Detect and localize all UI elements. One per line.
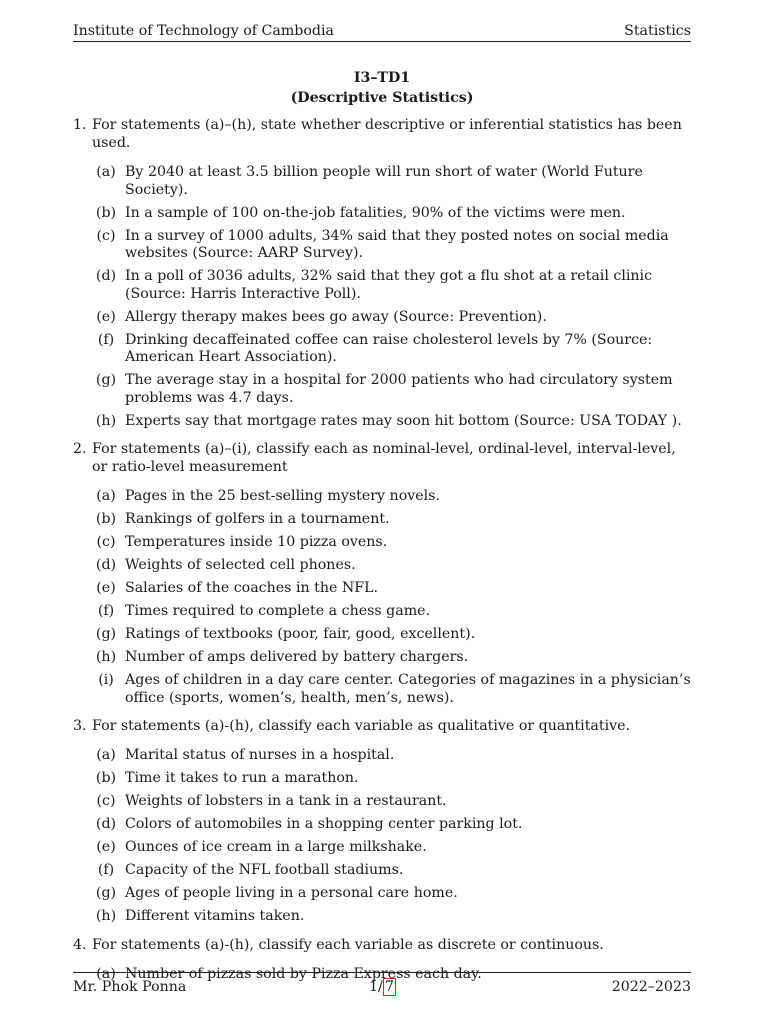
item-label: (a) bbox=[96, 965, 116, 982]
question-2-items bbox=[73, 488, 691, 707]
list-item bbox=[73, 580, 691, 598]
question-text: For statements (a)–(i), classify each as nominal-level, ordinal-level, interval-level, or ratio-level measurement bbox=[92, 441, 676, 475]
item-label: (c) bbox=[96, 227, 116, 244]
list-item bbox=[73, 164, 691, 199]
question-2 bbox=[73, 440, 691, 476]
list-item bbox=[73, 839, 691, 857]
author-name: Mr. Phok Ponna bbox=[73, 979, 187, 995]
list-item bbox=[73, 228, 691, 263]
item-text: Time it takes to run a marathon. bbox=[125, 770, 359, 786]
item-text: Marital status of nurses in a hospital. bbox=[125, 747, 395, 763]
question-text: For statements (a)–(h), state whether descriptive or inferential statistics has been used. bbox=[92, 117, 682, 151]
item-text: Colors of automobiles in a shopping center parking lot. bbox=[125, 816, 523, 832]
item-label: (f) bbox=[97, 331, 115, 348]
list-item bbox=[73, 372, 691, 407]
page-current: 1 bbox=[369, 979, 379, 995]
item-text: Rankings of golfers in a tournament. bbox=[125, 511, 390, 527]
item-text: Weights of lobsters in a tank in a restaurant. bbox=[125, 793, 447, 809]
item-text: Pages in the 25 best-selling mystery novels. bbox=[125, 488, 440, 504]
question-1-items bbox=[73, 164, 691, 430]
item-label: (h) bbox=[95, 908, 117, 924]
item-text: Ages of children in a day care center. Categories of magazines in a physician’s office (sports, women’s, health, men’s, news). bbox=[125, 672, 691, 706]
list-item bbox=[73, 626, 691, 644]
page-number bbox=[369, 976, 396, 998]
item-label: (c) bbox=[96, 534, 116, 550]
item-label: (g) bbox=[95, 372, 117, 388]
page-footer bbox=[73, 976, 691, 998]
item-text: Drinking decaffeinated coffee can raise cholesterol levels by 7% (Source: American Heart Association). bbox=[125, 331, 653, 365]
item-text: Ratings of textbooks (poor, fair, good, excellent). bbox=[125, 626, 476, 642]
item-text: In a survey of 1000 adults, 34% said that they posted notes on social media websites (Source: AARP Survey). bbox=[125, 227, 669, 261]
list-item bbox=[73, 332, 691, 367]
question-3 bbox=[73, 717, 691, 735]
list-item bbox=[73, 603, 691, 621]
item-text: Allergy therapy makes bees go away (Source: Prevention). bbox=[125, 308, 547, 325]
item-label: (a) bbox=[96, 164, 116, 180]
item-text: Number of amps delivered by battery chargers. bbox=[125, 649, 469, 665]
list-item bbox=[73, 534, 691, 552]
course-name: Statistics bbox=[624, 23, 691, 39]
list-item bbox=[73, 309, 691, 327]
item-label: (h) bbox=[95, 649, 117, 665]
list-item bbox=[73, 268, 691, 303]
item-text: Salaries of the coaches in the NFL. bbox=[125, 580, 379, 596]
item-label: (a) bbox=[96, 747, 116, 763]
list-item bbox=[73, 816, 691, 834]
list-item bbox=[73, 908, 691, 926]
item-text: Capacity of the NFL football stadiums. bbox=[125, 862, 404, 878]
list-item bbox=[73, 488, 691, 506]
item-label: (b) bbox=[95, 204, 117, 221]
item-text: Different vitamins taken. bbox=[125, 908, 305, 924]
item-label: (d) bbox=[95, 557, 117, 573]
item-label: (e) bbox=[96, 839, 116, 855]
item-text: Ounces of ice cream in a large milkshake. bbox=[125, 839, 427, 855]
page-separator: / bbox=[378, 979, 383, 995]
item-label: (d) bbox=[95, 816, 117, 832]
question-number: 2. bbox=[73, 441, 87, 457]
list-item bbox=[73, 862, 691, 880]
item-label: (f) bbox=[97, 603, 115, 619]
list-item bbox=[73, 672, 691, 707]
item-text: In a poll of 3036 adults, 32% said that they got a flu shot at a retail clinic (Source: Harris Interactive Poll). bbox=[125, 268, 653, 302]
item-text: Times required to complete a chess game. bbox=[125, 603, 431, 619]
institution-name: Institute of Technology of Cambodia bbox=[73, 23, 334, 39]
exercise-list bbox=[73, 116, 691, 993]
question-text: For statements (a)-(h), classify each variable as discrete or continuous. bbox=[92, 936, 604, 953]
item-text: In a sample of 100 on-the-job fatalities, 90% of the victims were men. bbox=[125, 204, 626, 221]
item-label: (c) bbox=[96, 793, 116, 809]
item-text: By 2040 at least 3.5 billion people will run short of water (World Future Society). bbox=[125, 164, 643, 198]
academic-year: 2022–2023 bbox=[611, 979, 691, 995]
list-item bbox=[73, 747, 691, 765]
item-label: (d) bbox=[95, 268, 117, 284]
item-label: (e) bbox=[96, 308, 116, 325]
item-label: (b) bbox=[95, 770, 117, 786]
item-text: Weights of selected cell phones. bbox=[125, 557, 356, 573]
item-text: Number of pizzas sold by Pizza Express each day. bbox=[125, 965, 482, 982]
item-text: Temperatures inside 10 pizza ovens. bbox=[125, 534, 388, 550]
page-total-link[interactable]: 7 bbox=[384, 979, 394, 995]
item-label: (e) bbox=[96, 580, 116, 596]
question-1 bbox=[73, 116, 691, 152]
question-3-items bbox=[73, 747, 691, 926]
item-label: (a) bbox=[96, 488, 116, 504]
list-item bbox=[73, 511, 691, 529]
list-item bbox=[73, 885, 691, 903]
item-label: (h) bbox=[95, 412, 117, 429]
item-label: (g) bbox=[95, 885, 117, 901]
question-number: 4. bbox=[73, 936, 87, 953]
item-label: (i) bbox=[98, 672, 114, 688]
item-label: (b) bbox=[95, 511, 117, 527]
item-text: Experts say that mortgage rates may soon hit bottom (Source: USA TODAY ). bbox=[125, 412, 682, 429]
item-text: Ages of people living in a personal care home. bbox=[125, 885, 458, 901]
question-text: For statements (a)-(h), classify each variable as qualitative or quantitative. bbox=[92, 718, 631, 734]
list-item bbox=[73, 649, 691, 667]
question-number: 1. bbox=[73, 117, 87, 133]
list-item bbox=[73, 770, 691, 788]
item-text: The average stay in a hospital for 2000 patients who had circulatory system problems was 4.7 days. bbox=[125, 372, 673, 406]
page-header bbox=[73, 21, 691, 41]
list-item bbox=[73, 413, 691, 431]
title-code: I3–TD1 bbox=[353, 70, 411, 86]
item-label: (g) bbox=[95, 626, 117, 642]
list-item bbox=[73, 205, 691, 223]
question-number: 3. bbox=[73, 718, 87, 734]
title-subject: (Descriptive Statistics) bbox=[290, 90, 474, 106]
footer-rule bbox=[73, 972, 691, 973]
item-label: (f) bbox=[97, 862, 115, 878]
question-4 bbox=[73, 936, 691, 954]
list-item bbox=[73, 557, 691, 575]
list-item bbox=[73, 793, 691, 811]
header-rule bbox=[73, 41, 691, 42]
document-title bbox=[73, 68, 691, 108]
